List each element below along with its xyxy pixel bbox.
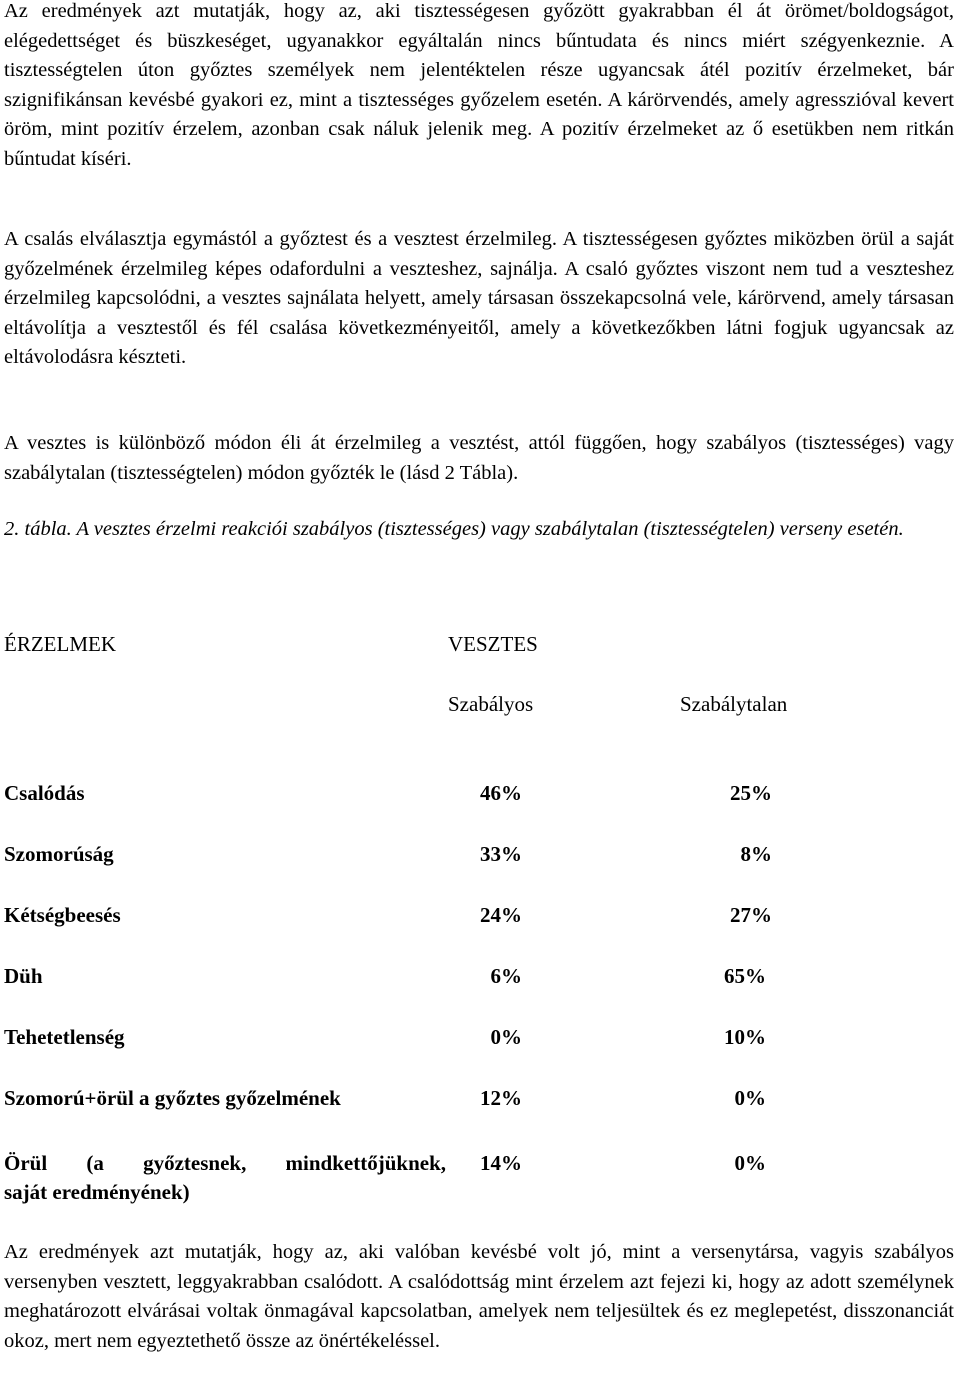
table-row-label: Kétségbeesés — [4, 903, 121, 927]
table-cell-regular: 0% — [490, 1025, 522, 1049]
table-cell-irregular: 27% — [730, 903, 772, 927]
table-cell-irregular: 65% — [724, 964, 766, 988]
table-cell-irregular: 8% — [740, 842, 772, 866]
table-row-label-line: Örül (a győztesnek, mindkettőjüknek, — [4, 1151, 446, 1175]
table-row-label: Szomorúság — [4, 842, 114, 866]
table-row-label: Düh — [4, 964, 43, 988]
table-subhead-regular: Szabályos — [448, 692, 534, 716]
table-caption: 2. tábla. A vesztes érzelmi reakciói szabályos (tisztességes) vagy szabálytalan (tisztességtelen) verseny esetén. — [4, 518, 904, 540]
table-cell-irregular: 0% — [734, 1086, 766, 1110]
table-cell-regular: 33% — [480, 842, 522, 866]
table-cell-irregular: 0% — [734, 1151, 766, 1175]
table-row-label: Szomorú+örül a győztes győzelmének — [4, 1086, 341, 1110]
table-row-label-line: saját eredményének) — [4, 1180, 190, 1204]
table-cell-regular: 24% — [480, 903, 522, 927]
paragraph-3: A vesztes is különböző módon éli át érzelmileg a vesztést, attól függően, hogy szabályos (tisztességes) vagy szabálytalan (tisztességtelen) módon győzték le (lásd 2 Tábla). — [4, 432, 954, 484]
table-column-head-emotions: ÉRZELMEK — [4, 632, 116, 656]
table-cell-regular: 6% — [490, 964, 522, 988]
table-subhead-irregular: Szabálytalan — [680, 692, 788, 716]
table-row-label: Csalódás — [4, 781, 85, 805]
paragraph-4: Az eredmények azt mutatják, hogy az, aki valóban kevésbé volt jó, mint a versenytársa, vagyis szabályos versenyben vesztett, leggyakrabban csalódott. A csalódottság mint érzelem azt fejezi ki, hogy az adott személynek meghatározott elvárásai voltak önmagával kapcsolatban, amelyek nem teljesültek és ez meglepetést, disszonanciát okoz, mert nem egyeztethető össze az önértékeléssel. — [4, 1241, 954, 1352]
paragraph-1: Az eredmények azt mutatják, hogy az, aki tisztességesen győzött gyakrabban él át örömet/boldogságot, elégedettséget és büszkeséget, ugyanakkor egyáltalán nincs bűntudata és nincs miért szégyenkeznie. A tisztességtelen úton győztes személyek nem jelentéktelen része ugyancsak átél pozitív érzelmeket, bár szignifikánsan kevésbé gyakori ez, mint a tisztességes győzelem esetén. A kárörvendés, amely agresszióval kevert öröm, mint pozitív érzelem, azonban csak náluk jelenik meg. A pozitív érzelmeket az ő esetükben nem ritkán bűntudat kíséri. — [4, 0, 954, 170]
table-group-head-loser: VESZTES — [448, 632, 538, 656]
table-row-label: Tehetetlenség — [4, 1025, 125, 1049]
table-cell-irregular: 25% — [730, 781, 772, 805]
table-cell-irregular: 10% — [724, 1025, 766, 1049]
table-cell-regular: 14% — [480, 1151, 522, 1175]
table-cell-regular: 12% — [480, 1086, 522, 1110]
table-cell-regular: 46% — [480, 781, 522, 805]
paragraph-2: A csalás elválasztja egymástól a győztest és a vesztest érzelmileg. A tisztességesen győztes miközben örül a saját győzelmének érzelmileg képes odafordulni a veszteshez, sajnálja. A csaló győztes viszont nem tud a veszteshez érzelmileg kapcsolódni, a vesztes sajnálata helyett, amely társasan összekapcsolná vele, kárörvend, amely társasan eltávolítja a vesztestől és fél csalása következményeitől, amely a következőkben látni fogjuk ugyancsak az eltávolodásra készteti. — [4, 228, 954, 369]
table-row-label — [4, 1149, 446, 1207]
